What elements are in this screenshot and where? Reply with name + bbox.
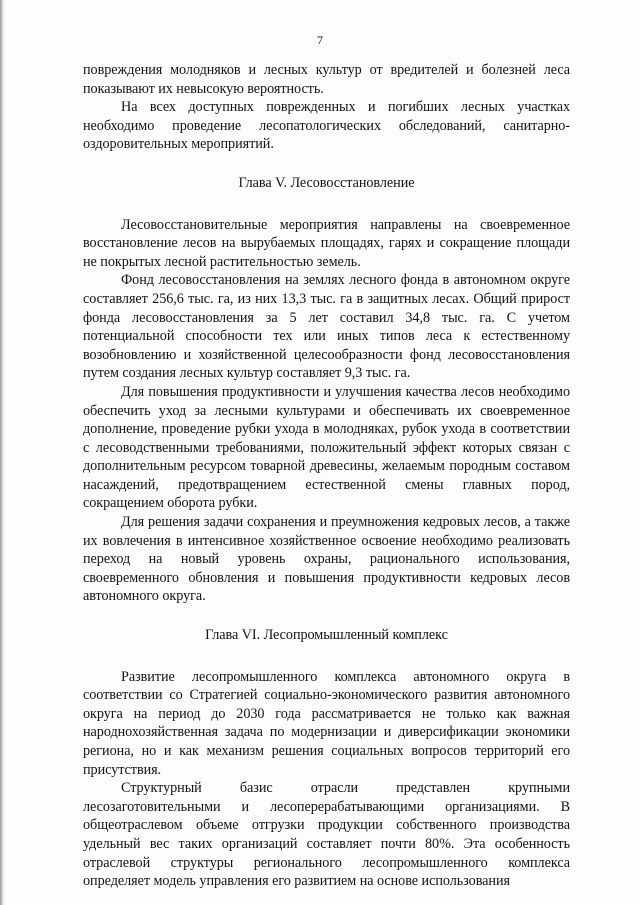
paragraph: Структурный базис отрасли представлен крупными лесозаготовительными и лесоперерабатывающими организациями. В общеотраслевом объеме отгрузки продукции собственного производства удельный вес таких организаций составляет почти 80%. Эта особенность отраслевой структуры регионального лесопромышленного комплекса определяет модель управления его развитием на основе использования [83, 780, 570, 890]
document-body [83, 61, 570, 891]
paragraph: Лесовосстановительные мероприятия направлены на своевременное восстановление лесов на вырубаемых площадях, гарях и сокращение площади не покрытых лесной растительностью земель. [83, 216, 570, 270]
paragraph: Для повышения продуктивности и улучшения качества лесов необходимо обеспечить уход за лесными культурами и обеспечивать их своевременное дополнение, проведение рубки ухода в молодняках, рубок ухода в соответствии с лесоводственными требованиями, положительный эффект которых связан с дополнительным ресурсом товарной древесины, желаемым породным составом насаждений, предотвращением естественной смены главных пород, сокращением оборота рубки. [83, 383, 570, 512]
paragraph: Фонд лесовосстановления на землях лесного фонда в автономном округе составляет 256,6 тыс. га, из них 13,3 тыс. га в защитных лесах. Общий прирост фонда лесовосстановления за 5 лет составил 34,8 тыс. га. С учетом потенциальной способности тех или иных типов леса к естественному возобновлению и хозяйственной целесообразности фонд лесовосстановления путем создания лесных культур составляет 9,3 тыс. га. [83, 272, 570, 382]
paragraph: Развитие лесопромышленного комплекса автономного округа в соответствии со Стратегией социально-экономического развития автономного округа на период до 2030 года рассматривается не только как важная народнохозяйственная задача по модернизации и диверсификации экономики региона, но и как механизм решения социальных вопросов территорий его присутствия. [83, 668, 570, 778]
chapter-heading-6: Глава VI. Лесопромышленный комплекс [205, 627, 448, 644]
paragraph: На всех доступных поврежденных и погибших лесных участках необходимо проведение лесопатологических обследований, санитарно-оздоровительных мероприятий. [83, 99, 570, 153]
paragraph: Для решения задачи сохранения и преумножения кедровых лесов, а также их вовлечения в интенсивное хозяйственное освоение необходимо реализовать переход на новый уровень охраны, рационального использования, своевременного обновления и повышения продуктивности кедровых лесов автономного округа. [83, 514, 570, 605]
page-number: 7 [317, 33, 323, 47]
paragraph-continuation: повреждения молодняков и лесных культур от вредителей и болезней леса показывают их невысокую вероятность. [83, 62, 570, 97]
chapter-heading-5: Глава V. Лесовосстановление [238, 174, 415, 191]
scan-edge [0, 0, 5, 905]
